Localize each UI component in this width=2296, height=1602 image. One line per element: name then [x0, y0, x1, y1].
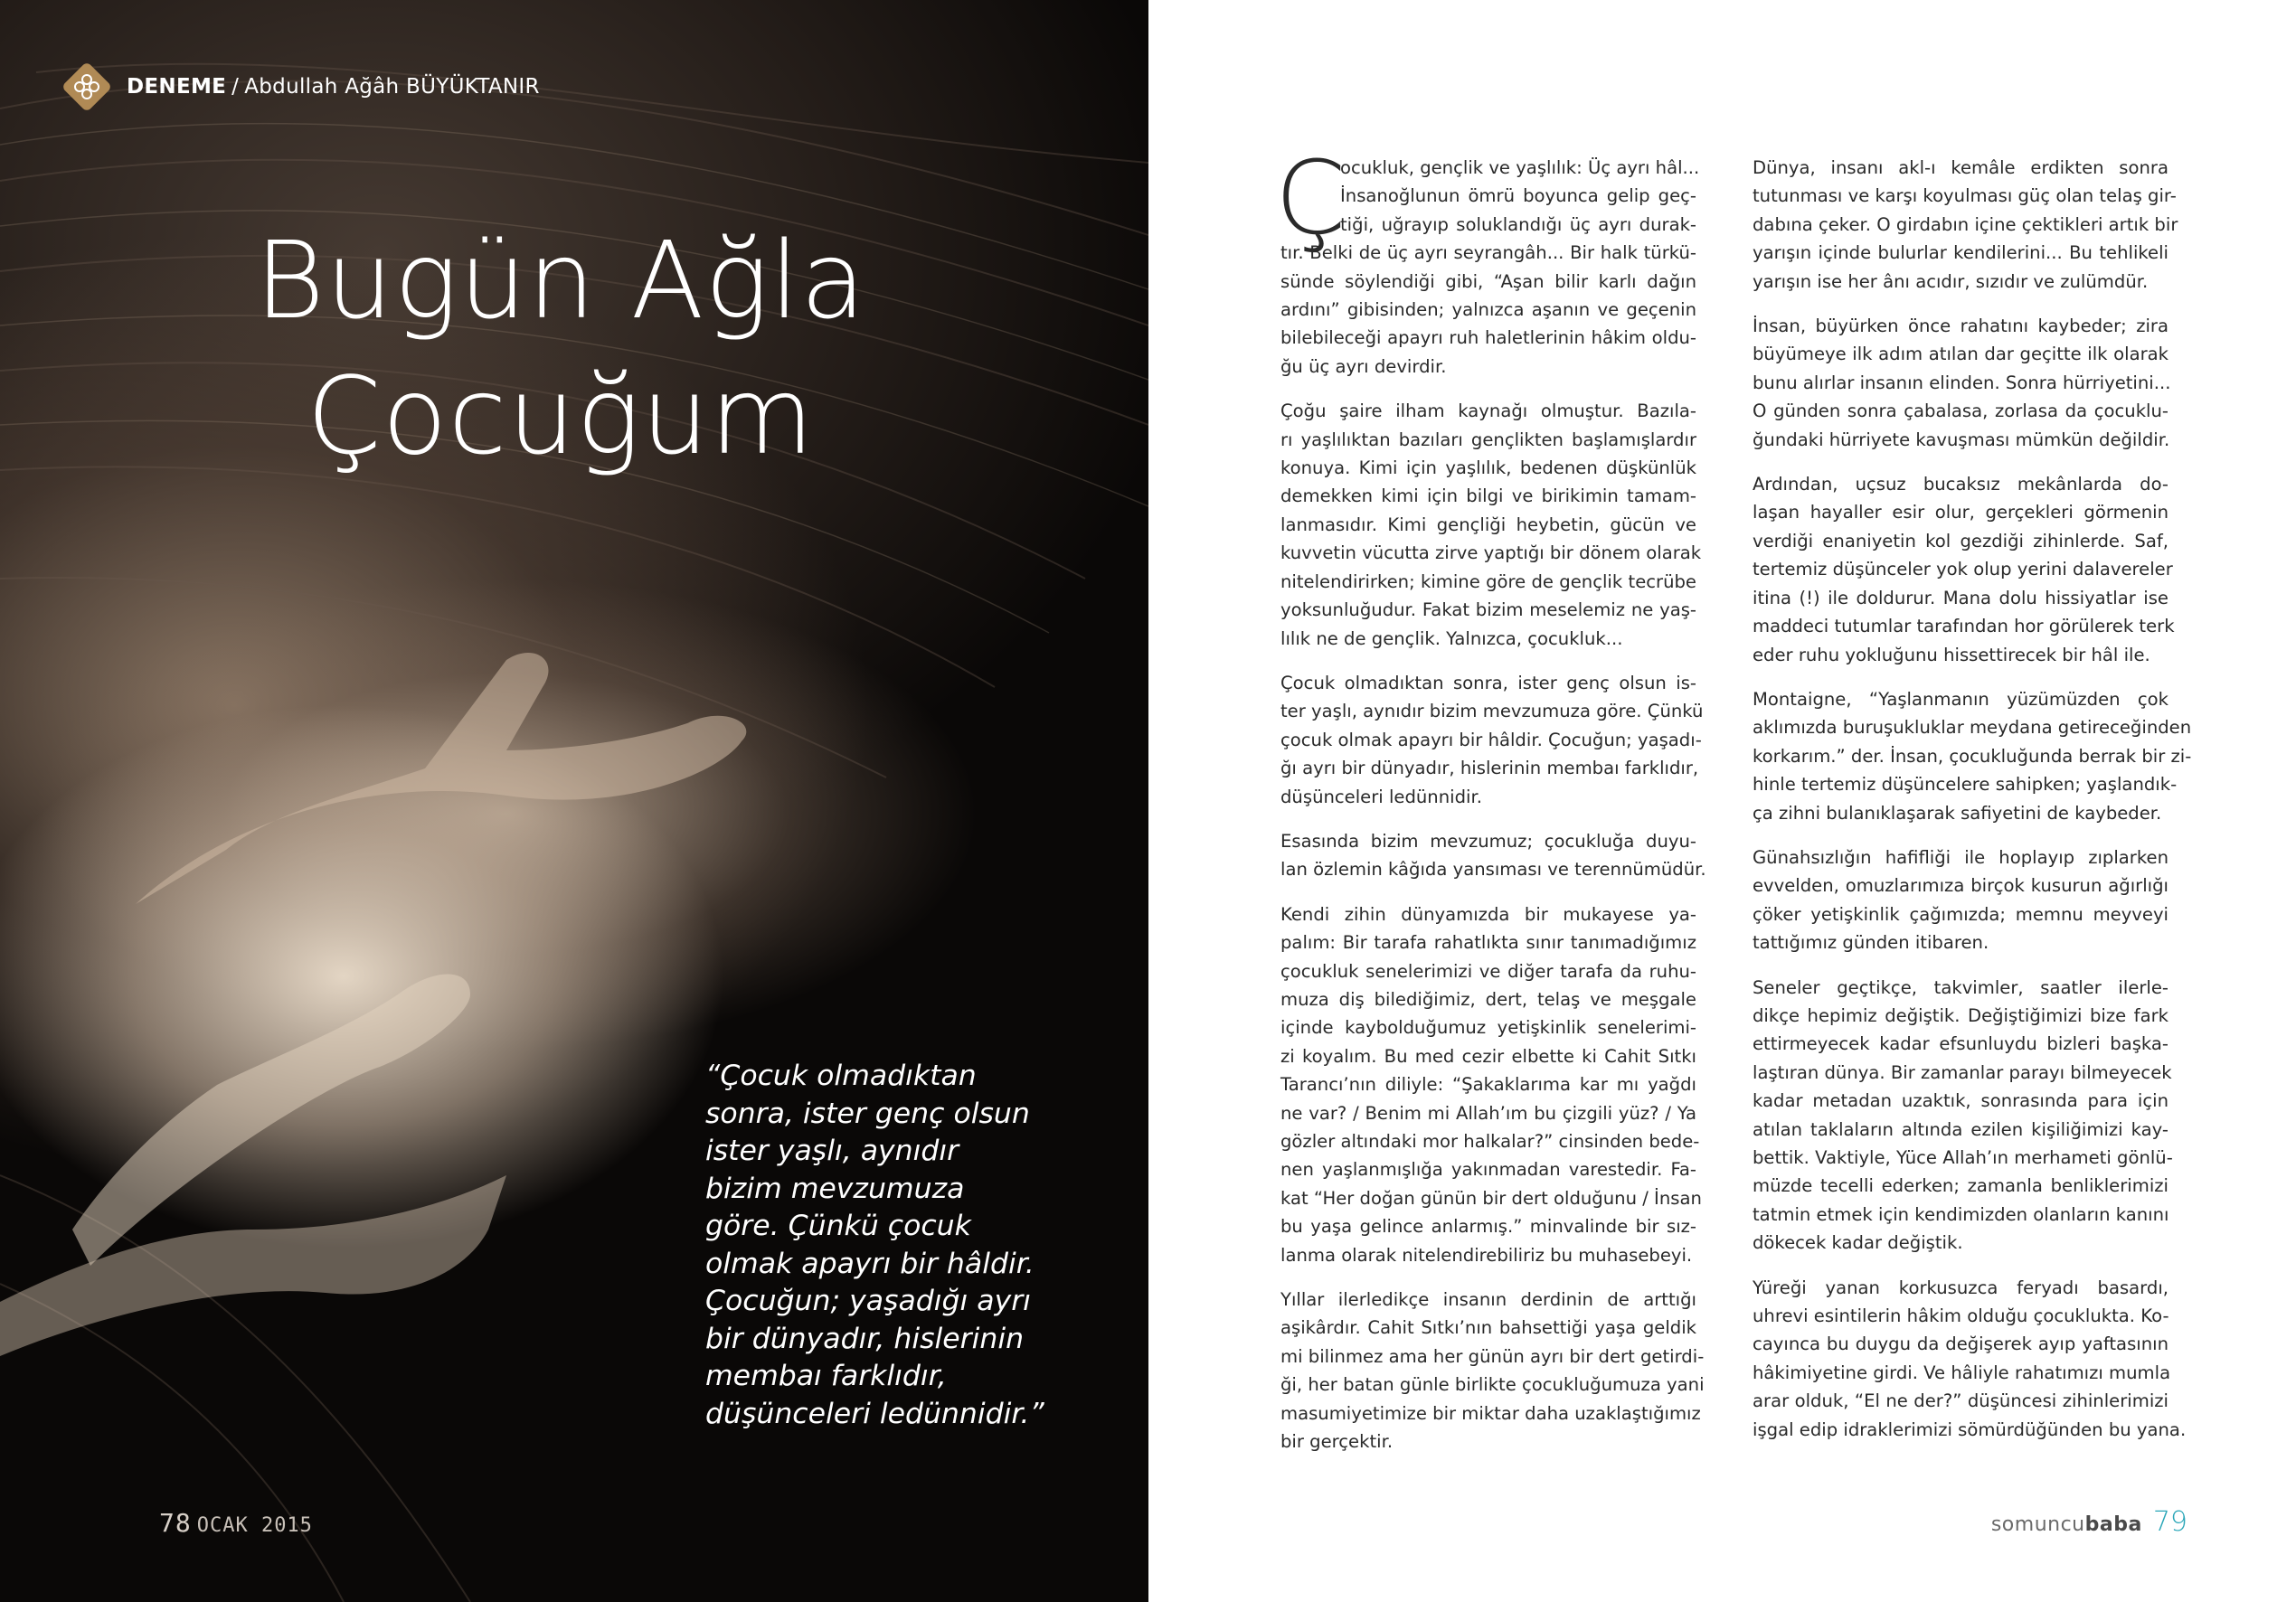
text-line: kadar metadan uzaktık, sonrasında para için	[1753, 1090, 2168, 1112]
pull-quote-line: bir dünyadır, hislerinin	[705, 1322, 1025, 1355]
text-line: tertemiz düşünceler yok olup yerini dalavereler	[1753, 559, 2173, 580]
text-line: Yüreği yanan korkusuzca feryadı basardı,	[1753, 1277, 2168, 1298]
diamond-logo-icon	[60, 60, 114, 114]
text-line: eder ruhu yokluğunu hissettirecek bir hâl ile.	[1753, 644, 2150, 665]
page-number-right: 79	[2152, 1506, 2187, 1538]
author-name: Abdullah Ağâh BÜYÜKTANIR	[244, 75, 540, 99]
text-line: arar olduk, “El ne der?” düşüncesi zihinlerimizi	[1753, 1390, 2168, 1412]
text-line: korkarım.” der. İnsan, çocukluğunda berrak bir zi-	[1753, 745, 2192, 767]
text-line: bilebileceği apayrı ruh haletlerinin hâkim oldu-	[1280, 327, 1696, 349]
paragraph	[1753, 470, 2175, 669]
text-line: ter yaşlı, aynıdır bizim mevzumuza göre. Çünkü	[1280, 701, 1704, 722]
text-line: dikçe hepimiz değiştik. Değiştiğimizi bize fark	[1753, 1004, 2168, 1026]
section-name: DENEME	[127, 75, 227, 99]
title-line-1: Bugün Ağla	[254, 218, 867, 343]
text-line: müzde tecelli ederken; zamanla benliklerimizi	[1753, 1175, 2168, 1197]
text-line: lılık ne de gençlik. Yalnızca, çocukluk...	[1280, 627, 1623, 649]
text-line: maddeci tutumlar tarafından hor görülerek terk	[1753, 616, 2175, 637]
text-line: kat “Her doğan günün bir dert olduğunu / İnsan	[1280, 1187, 1702, 1209]
text-line: nitelendirirken; kimine göre de gençlik tecrübe	[1280, 570, 1696, 592]
text-line: işgal edip idraklerimizi sömürdüğünden bu yana.	[1753, 1418, 2187, 1440]
text-column-2	[1753, 154, 2192, 1460]
text-line: lanmasıdır. Kimi gençliği heybetin, gücün ve	[1280, 514, 1696, 535]
paragraph	[1753, 974, 2173, 1258]
text-line: nen yaşlanmışlığa yakınmadan varestedir. Fa-	[1280, 1159, 1696, 1181]
text-line: ardını” gibisinden; yalnızca aşanın ve geçenin	[1280, 299, 1696, 321]
paragraph	[1753, 1274, 2187, 1444]
section-header	[60, 60, 540, 114]
text-line: Yıllar ilerledikçe insanın derdinin de arttığı	[1280, 1289, 1696, 1311]
text-line: ne var? / Benim mi Allah’ım bu çizgili yüz? / Ya	[1280, 1102, 1696, 1124]
pull-quote-line: olmak apayrı bir hâldir.	[705, 1247, 1035, 1280]
text-line: çocukluk senelerimizi ve diğer tarafa da ruhu-	[1280, 960, 1696, 982]
pull-quote-line: membaı farklıdır,	[705, 1360, 947, 1392]
text-line: bu yaşa gelince anlarmış.” minvalinde bir sız-	[1280, 1216, 1696, 1238]
text-line: verdiği enaniyetin kol gezdiği zihinlerde. Saf,	[1753, 530, 2168, 551]
text-line: gözler altındaki mor halkalar?” cinsinden bede-	[1280, 1131, 1700, 1152]
text-line: uhrevi esintilerin hâkim olduğu çocuklukta. Ko-	[1753, 1305, 2169, 1327]
text-line: lan özlemin kâğıda yansıması ve terennümüdür.	[1280, 859, 1706, 881]
right-page-text	[1148, 0, 2296, 1602]
text-line: Esasında bizim mevzumuz; çocukluğa duyu-	[1280, 830, 1696, 852]
text-line: hâkimiyetine girdi. Ve hâliyle rahatımızı mumla	[1753, 1362, 2171, 1383]
article-title	[217, 212, 904, 484]
text-line: düşünceleri ledünnidir.	[1280, 786, 1482, 807]
text-line: Çoğu şaire ilham kaynağı olmuştur. Bazıla-	[1280, 400, 1696, 422]
text-line: mi bilinmez ama her günün ayrı bir dert getirdi-	[1280, 1345, 1705, 1367]
text-line: ğu üç ayrı devirdir.	[1280, 355, 1447, 377]
drop-cap: Ç	[1275, 140, 1346, 258]
text-line: Kendi zihin dünyamızda bir mukayese ya-	[1280, 903, 1696, 925]
pull-quote-line: ister yaşlı, aynıdır	[705, 1135, 959, 1167]
text-line: çocuk olmak apayrı bir hâldir. Çocuğun; yaşadı-	[1280, 729, 1702, 750]
text-line: Montaigne, “Yaşlanmanın yüzümüzden çok	[1753, 688, 2168, 710]
text-line: yoksunluğudur. Fakat bizim meselemiz ne yaş-	[1280, 599, 1696, 621]
text-line: konuya. Kimi için yaşlılık, bedenen düşkünlük	[1280, 457, 1696, 479]
text-line: kuvvetin vücutta zirve yaptığı bir dönem olarak	[1280, 542, 1702, 564]
pull-quote	[705, 1058, 1049, 1433]
pull-quote-line: bizim mevzumuza	[705, 1172, 965, 1205]
pull-quote-line: göre. Çünkü çocuk	[705, 1210, 971, 1242]
text-line: İnsan, büyürken önce rahatını kaybeder; zira	[1753, 316, 2168, 337]
header-separator: /	[231, 75, 240, 99]
text-line: Ardından, uçsuz bucaksız mekânlarda do-	[1753, 474, 2168, 495]
text-line: tiği, uğrayıp soluklandığı üç ayrı durak-	[1340, 213, 1696, 235]
text-line: bir gerçektir.	[1280, 1431, 1394, 1453]
text-line: dökecek kadar değiştik.	[1753, 1232, 1963, 1254]
text-line: yarışın içinde bulurlar kendilerini... Bu tehlikeli	[1753, 242, 2168, 264]
issue-date: OCAK 2015	[196, 1514, 313, 1537]
page-number-left: 78	[159, 1508, 192, 1538]
text-line: rı yaşlılıktan bazıları gençlikten başlamışlardır	[1280, 429, 1696, 450]
brand-bold: baba	[2084, 1513, 2142, 1536]
text-line: palım: Bir tarafa rahatlıkta sınır tanımadığımız	[1280, 932, 1696, 954]
paragraph	[1753, 843, 2168, 957]
text-line: büyümeye ilk adım atılan dar geçitte ilk olarak	[1753, 344, 2168, 365]
text-line: tattığımız günden itibaren.	[1753, 932, 1989, 954]
brand-light: somuncu	[1990, 1513, 2085, 1536]
paragraph	[1753, 685, 2192, 827]
text-line: ğundaki hürriyete kavuşması mümkün değildir.	[1753, 429, 2170, 450]
text-line: tutunması ve karşı koyulması güç olan telaş gir-	[1753, 185, 2177, 207]
text-line: Tarancı’nın diliyle: “Şakaklarıma kar mı yağdı	[1280, 1074, 1696, 1096]
paragraph	[1275, 140, 1700, 381]
header-label	[127, 75, 540, 99]
text-line: dabına çeker. O girdabın içine çektikleri artık bir	[1753, 213, 2178, 235]
text-line: demekken kimi için bilgi ve birikimin tamam-	[1280, 485, 1696, 507]
title-line-2: Çocuğum	[307, 353, 815, 478]
paragraph	[1753, 154, 2178, 296]
paragraph	[1280, 397, 1702, 653]
text-line: laşan hayaller esir olur, gerçekleri görmenin	[1753, 502, 2168, 523]
paragraph	[1280, 669, 1704, 811]
text-column-1	[1275, 140, 1706, 1472]
text-line: ettirmeyecek kadar efsunluydu bizleri başka-	[1753, 1033, 2168, 1055]
pull-quote-line: düşünceleri ledünnidir.”	[705, 1397, 1044, 1430]
text-line: laştıran dünya. Bir zamanlar parayı bilmeyecek	[1753, 1061, 2172, 1083]
text-line: ocukluk, gençlik ve yaşlılık: Üç ayrı hâl...	[1340, 157, 1700, 178]
text-line: O günden sonra çabalasa, zorlasa da çocuklu-	[1753, 400, 2168, 422]
text-line: lanma olarak nitelendirebiliriz bu muhasebeyi.	[1280, 1244, 1693, 1266]
folio-left	[159, 1508, 313, 1538]
text-line: aklımızda buruşukluklar meydana getireceğinden	[1753, 717, 2192, 739]
text-line: atılan taklaların altında ezilen kişiliğimizi kay-	[1753, 1118, 2168, 1140]
paragraph	[1280, 827, 1706, 884]
text-line: muza diş bilediğimiz, dert, telaş ve meşgale	[1280, 988, 1696, 1010]
paragraph	[1280, 900, 1702, 1269]
magazine-brand	[1991, 1513, 2142, 1536]
text-line: hinle tertemiz düşüncelere sahipken; yaşlandık-	[1753, 774, 2178, 796]
text-line: ça zihni bulanıklaşarak safiyetini de kaybeder.	[1753, 802, 2162, 824]
folio-right	[1991, 1506, 2187, 1538]
text-line: Dünya, insanı akl-ı kemâle erdikten sonra	[1753, 157, 2168, 178]
text-line: Günahsızlığın hafifliği ile hoplayıp zıplarken	[1753, 846, 2168, 868]
text-line: sünde söylendiği gibi, “Aşan bilir karlı dağın	[1280, 270, 1696, 292]
text-line: zi koyalım. Bu med cezir elbette ki Cahit Sıtkı	[1280, 1045, 1696, 1067]
pull-quote-line: Çocuğun; yaşadığı ayrı	[705, 1285, 1031, 1317]
text-line: aşikârdır. Cahit Sıtkı’nın bahsettiği yaşa geldik	[1280, 1317, 1696, 1339]
paragraph	[1753, 312, 2171, 454]
text-line: İnsanoğlunun ömrü boyunca gelip geç-	[1340, 185, 1696, 207]
text-line: tır. Belki de üç ayrı seyrangâh... Bir halk türkü-	[1280, 242, 1696, 264]
text-line: masumiyetimize bir miktar daha uzaklaştığımız	[1280, 1402, 1701, 1424]
text-line: ği, her batan günle birlikte çocukluğumuza yani	[1280, 1374, 1705, 1396]
text-line: Seneler geçtikçe, takvimler, saatler ilerle-	[1753, 976, 2168, 998]
text-line: cayınca bu duygu da değişerek ayıp yaftasının	[1753, 1333, 2168, 1355]
pull-quote-line: sonra, ister genç olsun	[705, 1097, 1030, 1130]
text-line: yarışın ise her ânı acıdır, sızıdır ve zulümdür.	[1753, 270, 2149, 292]
text-line: içinde kaybolduğumuz yetişkinlik senelerimi-	[1280, 1017, 1696, 1039]
text-line: tatmin etmek için kendimizden olanların kanını	[1753, 1203, 2169, 1225]
text-line: bunu alırlar insanın elinden. Sonra hürriyetini...	[1753, 372, 2171, 393]
pull-quote-line: “Çocuk olmadıktan	[705, 1060, 977, 1092]
text-line: Çocuk olmadıktan sonra, ister genç olsun is-	[1280, 672, 1696, 693]
text-line: ğı ayrı bir dünyadır, hislerinin membaı farklıdır,	[1280, 758, 1699, 779]
text-line: bettik. Vaktiyle, Yüce Allah’ın merhameti gönlü-	[1753, 1147, 2173, 1168]
paragraph	[1280, 1286, 1705, 1456]
text-line: itina (!) ile doldurur. Mana dolu hissiyatlar ise	[1753, 587, 2168, 608]
text-line: çöker yetişkinlik çağımızda; memnu meyveyi	[1753, 903, 2168, 925]
text-line: evvelden, omuzlarımıza birçok kusurun ağırlığı	[1753, 875, 2168, 897]
